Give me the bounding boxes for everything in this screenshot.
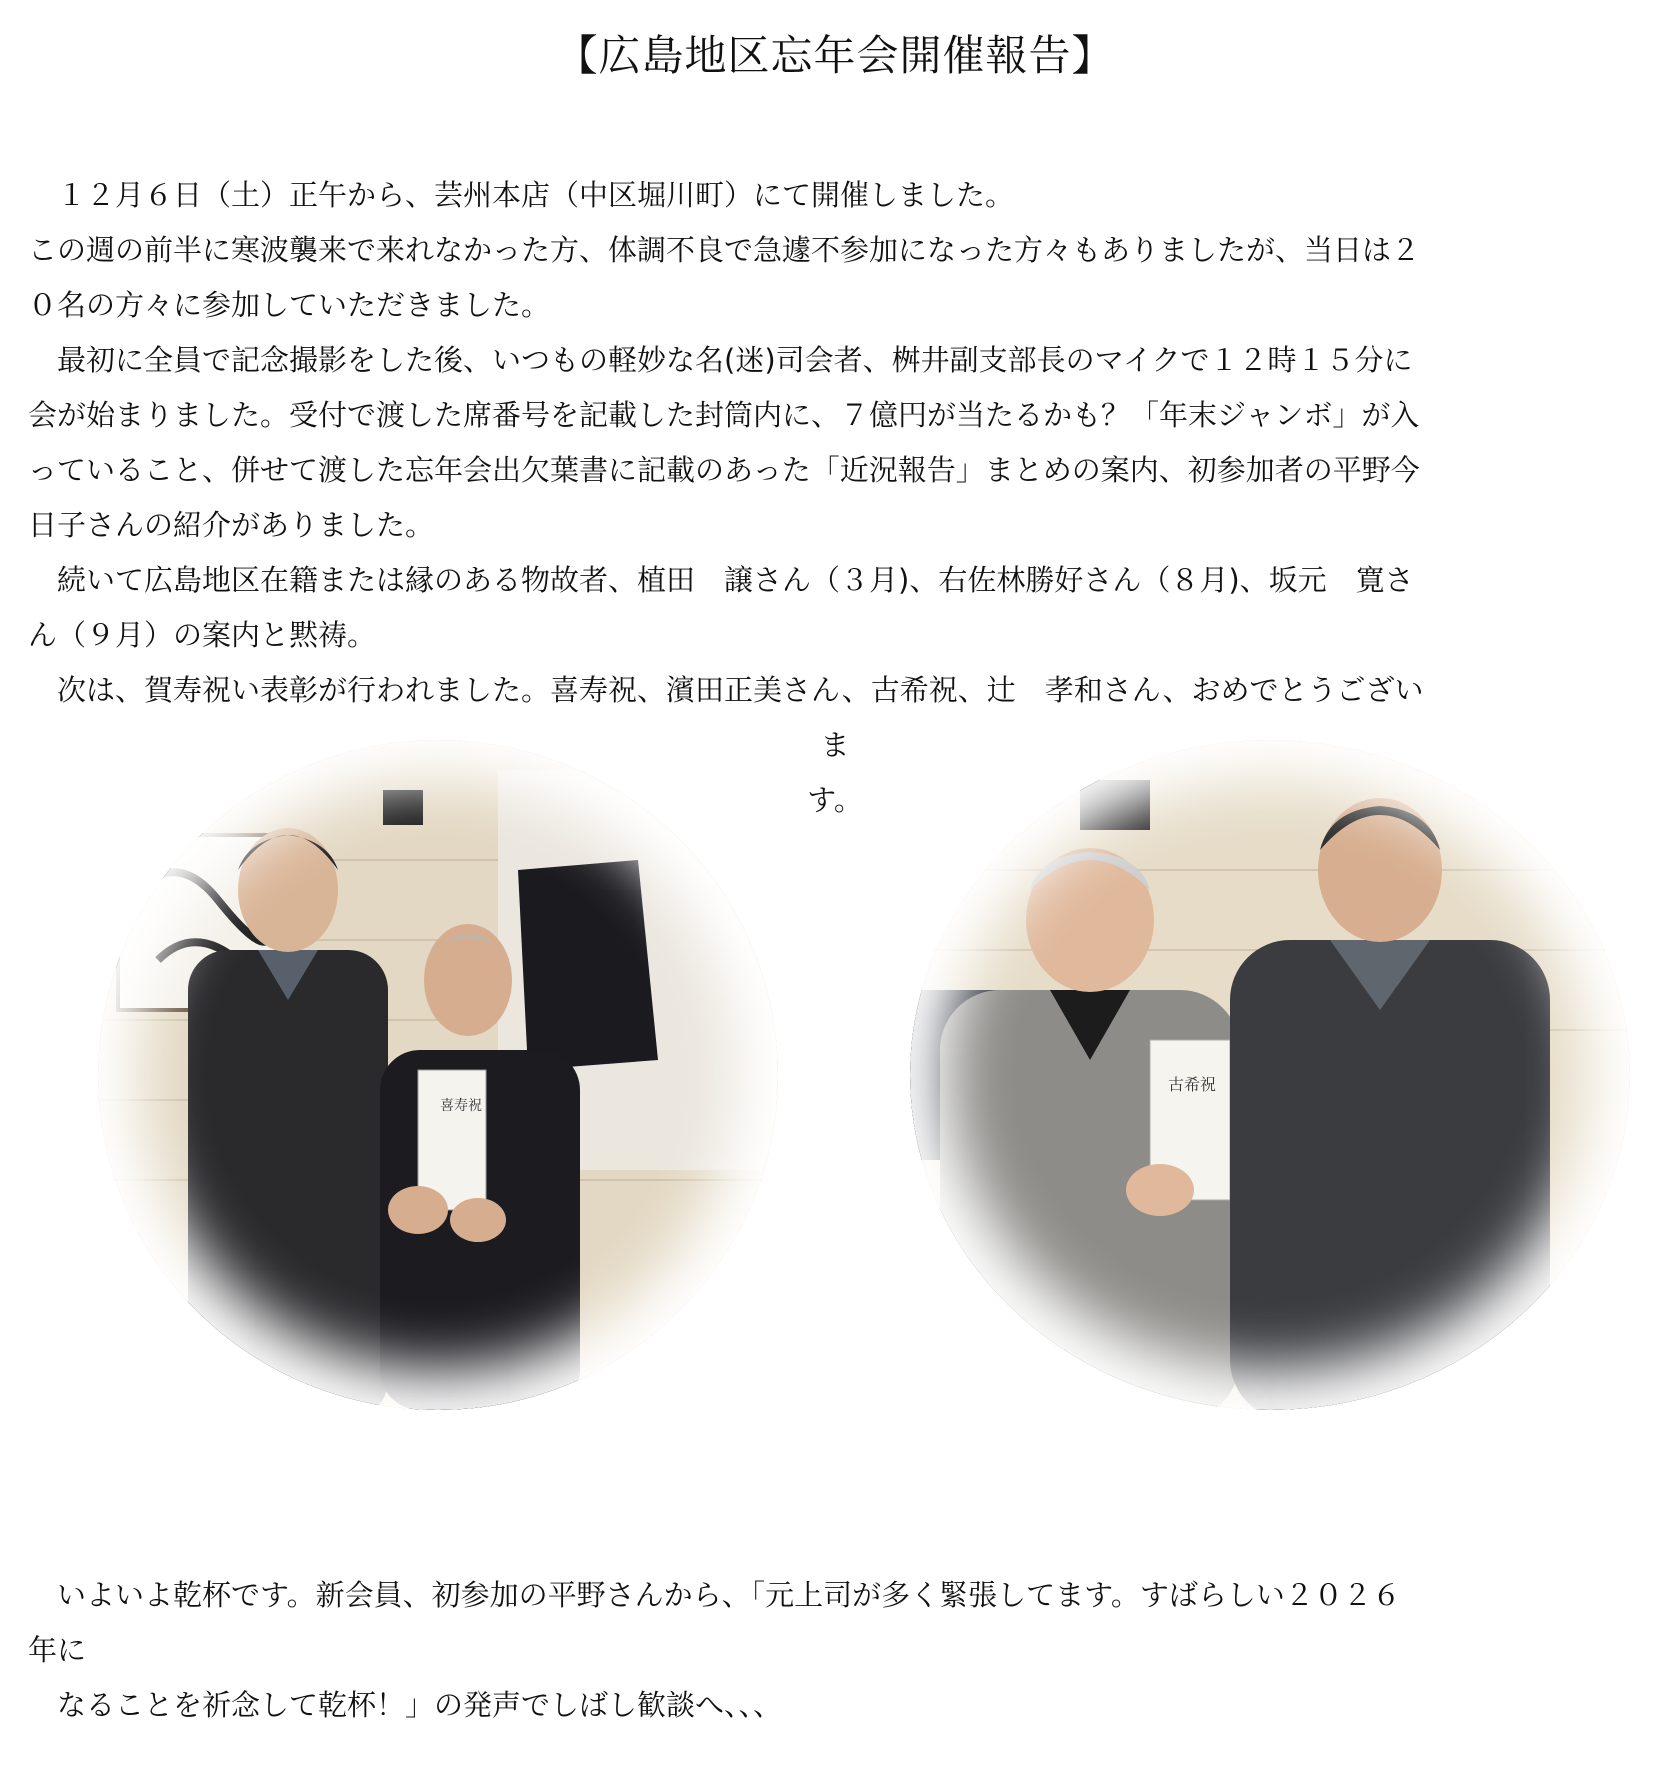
photo-kiju-celebration — [98, 740, 778, 1410]
text-line: っていること、併せて渡した忘年会出欠葉書に記載のあった「近況報告」まとめの案内、初参加者の平野今 — [28, 453, 1420, 487]
text-line: この週の前半に寒波襲来で来れなかった方、体調不良で急遽不参加になった方々もありましたが、当日は２ — [28, 233, 1421, 267]
text-line: ま — [820, 728, 850, 762]
text-line: ん（９月）の案内と黙祷。 — [28, 618, 377, 652]
photo-koki-celebration — [910, 740, 1630, 1410]
text-line: 年に — [28, 1633, 87, 1667]
text-line: ０名の方々に参加していただきました。 — [28, 288, 551, 322]
text-line: なることを祈念して乾杯！」の発声でしばし歓談へ、、、 — [28, 1688, 783, 1722]
text-line: 会が始まりました。受付で渡した席番号を記載した封筒内に、７億円が当たるかも？「年末ジャンボ」が入 — [28, 398, 1420, 432]
envelope-label: 古希祝 — [1168, 1075, 1217, 1094]
envelope-label: 喜寿祝 — [440, 1098, 482, 1114]
text-line: 最初に全員で記念撮影をした後、いつもの軽妙な名(迷)司会者、桝井副支部長のマイクで１２時１５分に — [28, 343, 1413, 377]
text-line: 日子さんの紹介がありました。 — [28, 508, 435, 542]
report-body-bottom — [28, 1568, 1640, 1733]
report-body-top — [28, 168, 1640, 718]
text-line: 次は、賀寿祝い表彰が行われました。喜寿祝、濱田正美さん、古希祝、辻 孝和さん、おめでとうござい — [28, 673, 1424, 707]
text-line: いよいよ乾杯です。新会員、初参加の平野さんから、「元上司が多く緊張してます。すばらしい２０２６ — [28, 1578, 1401, 1612]
text-line: １２月６日（土）正午から、芸州本店（中区堀川町）にて開催しました。 — [28, 178, 1015, 212]
text-line: す。 — [807, 783, 863, 817]
page-title: 【広島地区忘年会開催報告】 — [555, 31, 1115, 80]
text-line: 続いて広島地区在籍または縁のある物故者、植田 譲さん（３月)、右佐林勝好さん（８月)、坂元 寛さ — [28, 563, 1414, 597]
